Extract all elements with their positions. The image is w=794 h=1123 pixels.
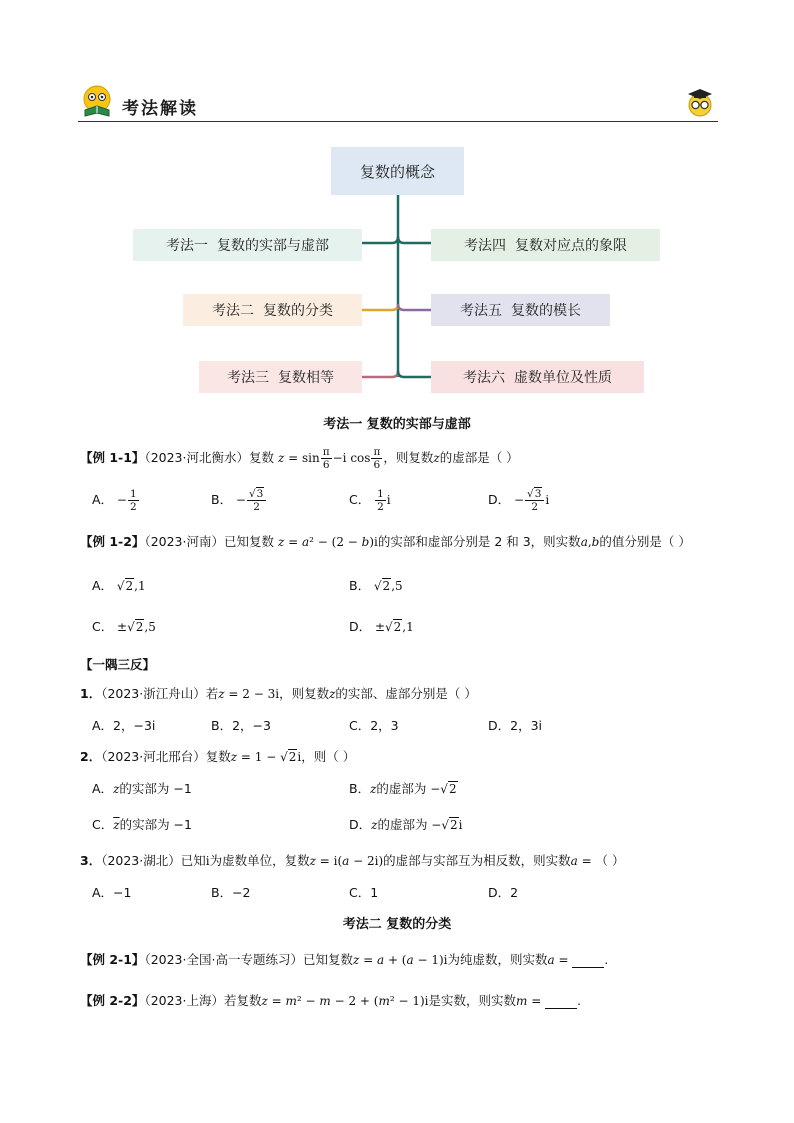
- answer-blank-2-2[interactable]: [545, 996, 577, 1009]
- mindmap-connectors: [0, 0, 794, 400]
- ex12-option-d[interactable]: D． ±√2,1: [349, 619, 414, 634]
- p3-option-a[interactable]: A．−1: [92, 885, 132, 900]
- ex11-option-a[interactable]: A． − $\frac{1}{2}$: [92, 488, 137, 513]
- mindmap-node-5: 考法五 复数的模长: [431, 294, 610, 326]
- ex11-option-c[interactable]: C． $\frac{1}{2}$ i: [349, 488, 391, 513]
- p2-option-a[interactable]: A．z的实部为 −1: [92, 781, 192, 796]
- mindmap-node-1: 考法一 复数的实部与虚部: [133, 229, 362, 261]
- problem-1: 1．（2023·浙江舟山）若z = 2 − 3i，则复数z的实部、虚部分别是（ ）: [80, 686, 477, 701]
- answer-blank-2-1[interactable]: [572, 955, 604, 968]
- example-1-1: 【例 1-1】（2023·河北衡水）复数 z = sin $\frac{\pi}{6}$ −i cos $\frac{\pi}{6}$ ，则复数z的虚部是（ ）: [80, 446, 519, 471]
- ex12-option-c[interactable]: C． ±√2,5: [92, 619, 156, 634]
- mindmap-root: 复数的概念: [331, 147, 464, 195]
- p1-option-a[interactable]: A．2，−3i: [92, 718, 156, 733]
- p3-option-b[interactable]: B．−2: [211, 885, 251, 900]
- p2-option-d[interactable]: D．z的虚部为 −√2i: [349, 817, 463, 832]
- p1-option-d[interactable]: D．2，3i: [488, 718, 543, 733]
- practice-heading: 【一隅三反】: [80, 657, 156, 672]
- problem-2: 2．（2023·河北邢台）复数z = 1 − √2i，则（ ）: [80, 749, 356, 764]
- ex11-option-d[interactable]: D． − $\frac{√3}{2}$ i: [488, 488, 550, 513]
- p2-option-b[interactable]: B．z的虚部为 −√2: [349, 781, 457, 796]
- mindmap-node-4: 考法四 复数对应点的象限: [431, 229, 660, 261]
- example-1-2: 【例 1-2】（2023·河南）已知复数 z = a² − (2 − b)i的实部和虚部分别是 2 和 3，则实数a,b的值分别是（ ）: [80, 534, 691, 549]
- p1-option-c[interactable]: C．2，3: [349, 718, 399, 733]
- mindmap-node-3: 考法三 复数相等: [199, 361, 362, 393]
- p3-option-d[interactable]: D．2: [488, 885, 519, 900]
- header-title: 考法解读: [122, 99, 198, 119]
- ex12-option-a[interactable]: A． √2,1: [92, 578, 146, 593]
- example-2-1: 【例 2-1】（2023·全国·高一专题练习）已知复数z = a + (a − 1)i为纯虚数，则实数a = .: [80, 952, 609, 967]
- section-2-title: 考法二 复数的分类: [342, 917, 452, 932]
- example-2-2: 【例 2-2】（2023·上海）若复数z = m² − m − 2 + (m² − 1)i是实数，则实数m = .: [80, 993, 581, 1008]
- ex12-option-b[interactable]: B． √2,5: [349, 578, 403, 593]
- p3-option-c[interactable]: C．1: [349, 885, 379, 900]
- problem-3: 3．（2023·湖北）已知i为虚数单位，复数z = i(a − 2i)的虚部与实部互为相反数，则实数a = （ ）: [80, 853, 625, 868]
- ex11-option-b[interactable]: B． − $\frac{√3}{2}$: [211, 488, 267, 513]
- section-1-title: 考法一 复数的实部与虚部: [323, 417, 471, 432]
- p2-option-c[interactable]: C．$\overline{z}$的实部为 −1: [92, 817, 192, 832]
- mindmap-node-6: 考法六 虚数单位及性质: [431, 361, 644, 393]
- mindmap-node-2: 考法二 复数的分类: [183, 294, 362, 326]
- p1-option-b[interactable]: B．2，−3: [211, 718, 271, 733]
